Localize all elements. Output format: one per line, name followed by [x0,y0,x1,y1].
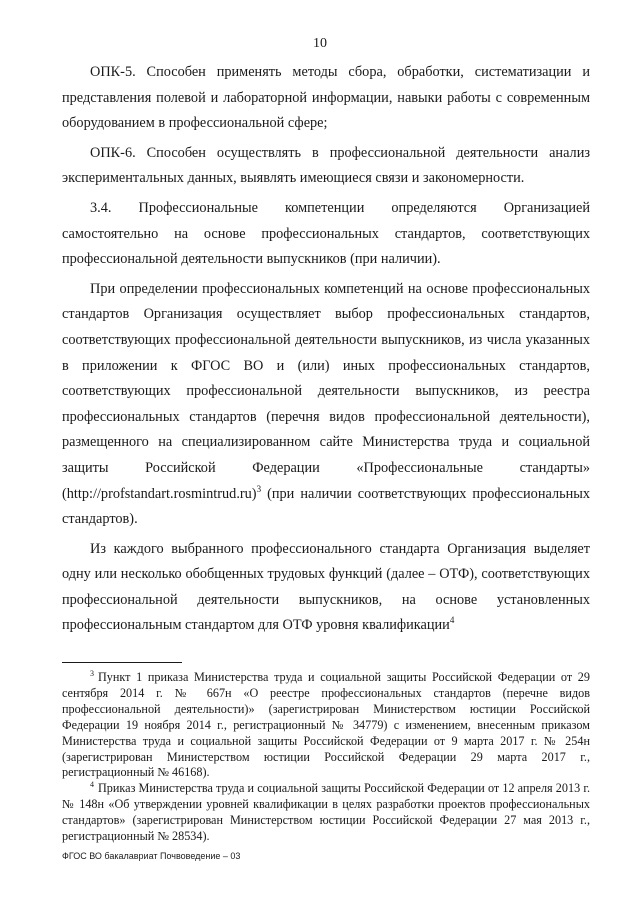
footnotes [62,670,590,845]
main-text [62,60,590,643]
paragraph-text: При определении профессиональных компетенций на основе профессиональных стандартов Организация осуществляет выбор профессиональных стандартов, соответствующих профессиональной деятельности выпускников, из числа указанных в приложении к ФГОС ВО и (или) иных профессиональных стандартов, соответствующих профессиональной деятельности выпускников, из реестра профессиональных стандартов (перечня видов профессиональной деятельности), размещенного на специализированном сайте Министерства труда и социальной защиты Российской Федерации «Профессиональные стандарты» (http://profstandart.rosmintrud.ru) [62,280,590,502]
page-number: 10 [313,36,327,51]
footnote-number: 3 [90,668,94,678]
footnote-text: Приказ Министерства труда и социальной защиты Российской Федерации от 12 апреля 2013 г. № 148н «Об утверждении уровней квалификации в целях разработки проектов профессиональных стандартов» (зарегистрирован Министерством юстиции Российской Федерации 27 мая 2013 г., регистрационный № 28534). [62,781,590,844]
paragraph-text: Из каждого выбранного профессионального стандарта Организация выделяет одну или несколько обобщенных трудовых функций (далее – ОТФ), соответствующих профессиональной деятельности выпускников, на основе установленных профессиональным стандартом для ОТФ уровня квалификации [62,540,590,634]
footnote-3 [62,670,590,781]
footnote-text: Пункт 1 приказа Министерства труда и социальной защиты Российской Федерации от 29 сентября 2014 г. № 667н «О реестре профессиональных стандартов (перечне видов профессиональной деятельности)» (зарегистрирован Министерством юстиции Российской Федерации 19 ноября 2014 г., регистрационный № 34779) с изменением, внесенным приказом Министерства труда и социальной защиты Российской Федерации от 9 марта 2017 г. № 254н (зарегистрирован Министерством юстиции Российской Федерации 29 марта 2017 г., регистрационный № 46168). [62,670,590,780]
paragraph-opk5: ОПК-5. Способен применять методы сбора, обработки, систематизации и представления полевой и лабораторной информации, навыки работы с современным оборудованием в профессиональной сфере; [62,64,590,132]
footnote-number: 4 [90,780,94,790]
paragraph-otf [62,537,590,639]
paragraph-prof-standards [62,277,590,533]
paragraph-3-4: 3.4. Профессиональные компетенции определяются Организацией самостоятельно на основе профессиональных стандартов, соответствующих профессиональной деятельности выпускников (при наличии). [62,199,590,268]
footnote-4 [62,781,590,845]
paragraph-opk6: ОПК-6. Способен осуществлять в профессиональной деятельности анализ экспериментальных данных, выявлять имеющиеся связи и закономерности. [62,144,590,187]
footnote-ref-3[interactable]: 3 [256,483,262,494]
document-footer: ФГОС ВО бакалавриат Почвоведение – 03 [62,851,241,861]
paragraph-text-tail: (при наличии соответствующих профессиональных стандартов). [62,485,590,528]
footnote-divider [62,662,182,663]
footnote-ref-4[interactable]: 4 [449,615,455,626]
